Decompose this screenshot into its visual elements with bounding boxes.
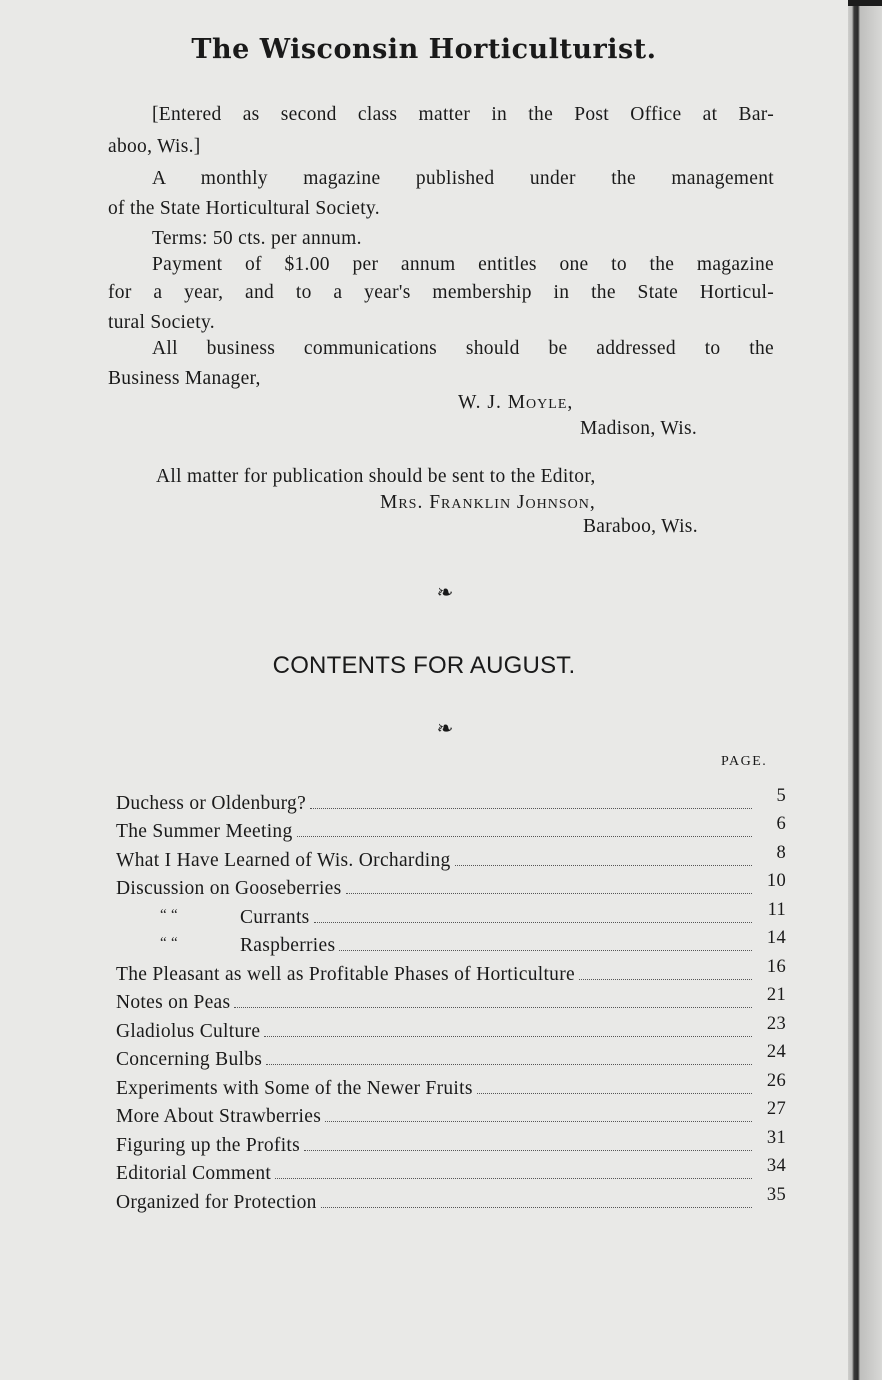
toc-entry-title: Duchess or Oldenburg? [116,792,307,814]
terms-line: Terms: 50 cts. per annum. [152,228,362,249]
monthly-line-2: of the State Horticultural Society. [108,198,380,219]
toc-entry-title: What I Have Learned of Wis. Orcharding [116,849,451,871]
toc-entry-title: Concerning Bulbs [116,1049,263,1070]
toc-entry-title: Experiments with Some of the Newer Fruits [116,1077,473,1099]
toc-entry [116,786,786,815]
toc-entry-page: 27 [766,1099,786,1119]
contents-title: CONTENTS FOR AUGUST. [272,652,576,679]
toc-entry [116,872,786,901]
toc-entry [116,1185,786,1214]
dot-leader [477,1093,752,1094]
toc-entry-title-text: Currants [240,906,310,928]
toc-entry [116,843,786,872]
entered-notice-line-1: [Entered as second class matter in the Post Office at Bar- [152,104,774,125]
toc-entry-page: 31 [766,1127,786,1148]
book-spine [848,0,882,1380]
manager-name: W. J. Moyle, [458,392,574,413]
ditto-marks: “ “ [160,935,178,951]
monthly-line-1: A monthly magazine published under the management [152,168,774,189]
leaf-ornament-icon: ❧ [436,582,454,604]
toc-entry-page: 6 [776,814,786,834]
toc-entry-title: Notes on Peas [116,992,231,1013]
dot-leader [264,1036,752,1037]
dot-leader [314,922,752,923]
toc-entry [116,957,786,986]
dot-leader [321,1207,752,1208]
dot-leader [304,1150,752,1151]
toc-entry [116,1014,786,1043]
page-column-label: PAGE. [721,754,768,769]
payment-line-3: tural Society. [108,312,215,333]
toc-entry-page: 8 [776,842,786,863]
toc-entry-title: Editorial Comment [116,1163,272,1184]
toc-entry-title: Organized for Protection [116,1191,317,1213]
toc-entry-title-text: Raspberries [240,935,336,956]
editor-name: Mrs. Franklin Johnson, [380,492,596,513]
toc-entry [116,1128,786,1157]
dot-leader [297,836,752,837]
toc-entry-page: 14 [766,928,786,948]
toc-entry-page: 23 [766,1013,786,1034]
business-line-2: Business Manager, [108,368,261,389]
dot-leader [275,1178,752,1179]
table-of-contents [116,786,786,1214]
book-spine-top [848,0,882,6]
dot-leader [455,865,752,866]
payment-line-1: Payment of $1.00 per annum entitles one to the magazine [152,254,774,275]
toc-entry [116,986,786,1015]
toc-entry [116,929,786,958]
toc-entry-page: 11 [767,899,786,920]
toc-entry [116,1100,786,1129]
toc-entry [116,1071,786,1100]
dot-leader [325,1121,752,1122]
toc-entry-page: 35 [766,1184,786,1205]
toc-entry-title: The Pleasant as well as Profitable Phases of Horticulture [116,963,575,985]
toc-entry-page: 16 [766,956,786,977]
payment-line-2: for a year, and to a year's membership in the State Horticul- [108,282,774,303]
toc-entry [116,1043,786,1072]
toc-entry-title: The Summer Meeting [116,821,293,842]
dot-leader [234,1007,752,1008]
toc-entry [116,900,786,929]
toc-entry-page: 26 [766,1070,786,1091]
toc-entry-title: Discussion on Gooseberries [116,878,342,899]
manager-place: Madison, Wis. [580,418,698,439]
toc-entry [116,815,786,844]
toc-entry-page: 5 [776,785,786,806]
entered-notice-line-2: aboo, Wis.] [108,136,201,157]
toc-entry-title: More About Strawberries [116,1106,322,1127]
dot-leader [579,979,752,980]
masthead-title: The Wisconsin Horticulturist. [191,34,657,65]
toc-entry-page: 34 [766,1156,786,1176]
dot-leader [339,950,752,951]
dot-leader [266,1064,752,1065]
toc-entry-title: Gladiolus Culture [116,1020,261,1042]
editor-place: Baraboo, Wis. [583,516,698,537]
toc-entry [116,1157,786,1186]
dot-leader [310,808,752,809]
toc-entry-title: Figuring up the Profits [116,1134,301,1156]
toc-entry-title [116,907,310,929]
business-line-1: All business communications should be addressed to the [152,338,774,359]
leaf-ornament-icon: ❧ [436,718,454,740]
dot-leader [346,893,752,894]
toc-entry-title [116,935,335,957]
toc-entry-page: 21 [766,985,786,1005]
toc-entry-page: 24 [766,1042,786,1062]
ditto-marks: “ “ [160,906,178,923]
publication-line: All matter for publication should be sent to the Editor, [156,466,596,487]
toc-entry-page: 10 [766,871,786,891]
